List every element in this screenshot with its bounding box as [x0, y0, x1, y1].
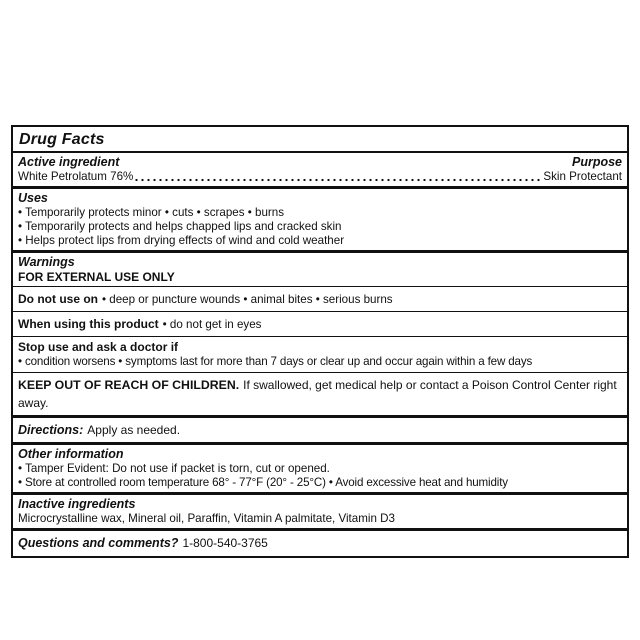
other-information-item: • Store at controlled room temperature 68° - 77°F (20° - 25°C) • Avoid excessive heat and humidity — [18, 476, 508, 489]
uses-item: • Helps protect lips from drying effects of wind and cold weather — [18, 234, 345, 247]
keep-out-subsection — [13, 373, 627, 415]
inactive-ingredients-text: Microcrystalline wax, Mineral oil, Paraffin, Vitamin A palmitate, Vitamin D3 — [18, 512, 395, 525]
directions-text: Apply as needed. — [87, 423, 181, 437]
uses-section — [13, 189, 627, 250]
drug-facts-title: Drug Facts — [19, 131, 105, 148]
directions-heading: Directions: — [18, 423, 84, 437]
directions-section — [13, 418, 627, 442]
stop-use-text: • condition worsens • symptoms last for more than 7 days or clear up and occur again within a few days — [18, 355, 533, 368]
dot-leader — [135, 178, 541, 182]
do-not-use-label: Do not use on — [18, 292, 98, 306]
do-not-use-text: • deep or puncture wounds • animal bites • serious burns — [102, 293, 393, 306]
stop-use-subsection — [13, 337, 627, 372]
keep-out-label: KEEP OUT OF REACH OF CHILDREN. — [18, 378, 240, 392]
purpose-heading: Purpose — [571, 155, 622, 169]
active-ingredient-heading: Active ingredient — [18, 155, 120, 169]
active-ingredient-name: White Petrolatum 76% — [18, 170, 134, 183]
drug-facts-panel — [11, 125, 629, 558]
other-information-item: • Tamper Evident: Do not use if packet is torn, cut or opened. — [18, 462, 330, 475]
other-information-section — [13, 445, 627, 492]
active-ingredient-purpose: Skin Protectant — [543, 170, 622, 183]
warnings-heading: Warnings — [18, 255, 75, 269]
external-use-statement: FOR EXTERNAL USE ONLY — [18, 270, 175, 284]
other-information-heading: Other information — [18, 447, 124, 461]
questions-section — [13, 531, 627, 556]
uses-heading: Uses — [18, 191, 48, 205]
keep-out-text: If swallowed, get medical help or contact a Poison Control Center right away. — [18, 378, 617, 410]
do-not-use-subsection — [13, 287, 627, 311]
questions-phone: 1-800-540-3765 — [182, 536, 268, 550]
questions-heading: Questions and comments? — [18, 536, 179, 550]
when-using-label: When using this product — [18, 317, 159, 331]
uses-item: • Temporarily protects minor • cuts • scrapes • burns — [18, 206, 285, 219]
warnings-section — [13, 253, 627, 286]
stop-use-label: Stop use and ask a doctor if — [18, 340, 179, 354]
inactive-ingredients-heading: Inactive ingredients — [18, 497, 136, 511]
active-ingredient-section — [13, 153, 627, 186]
inactive-ingredients-section — [13, 495, 627, 528]
uses-item: • Temporarily protects and helps chapped lips and cracked skin — [18, 220, 342, 233]
when-using-text: • do not get in eyes — [162, 318, 262, 331]
when-using-subsection — [13, 312, 627, 336]
